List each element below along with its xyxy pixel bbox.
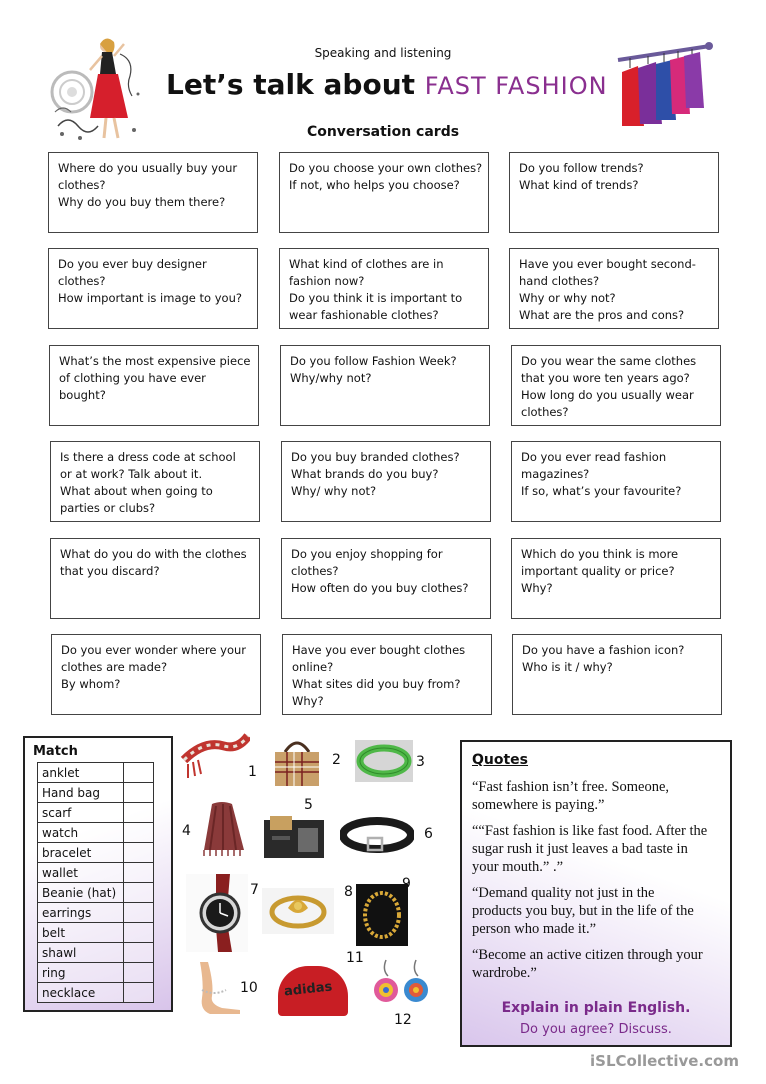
card-line: Why do you buy them there?: [58, 195, 226, 209]
watch-picture: [186, 874, 248, 952]
card-line: If not, who helps you choose?: [289, 178, 460, 192]
anklet-picture: [192, 962, 244, 1014]
card-line: Which do you think is more: [521, 547, 679, 561]
title-accent: FAST FASHION: [424, 72, 608, 100]
card-line: clothes are made?: [61, 660, 168, 674]
conversation-card: [511, 538, 721, 619]
card-line: important quality or price?: [521, 564, 675, 578]
match-row: [38, 963, 154, 983]
conversation-card: [48, 248, 258, 329]
quote-line: “Fast fashion isn’t free. Someone,: [472, 779, 670, 795]
conversation-card: [49, 345, 259, 426]
picture-number: 5: [304, 797, 313, 813]
card-line: Is there a dress code at school: [60, 450, 236, 464]
conversation-card: [51, 634, 261, 715]
picture-number: 11: [346, 950, 364, 966]
conversation-card: [512, 634, 722, 715]
card-line: Why/why not?: [290, 371, 372, 385]
beanie-picture: [278, 966, 348, 1016]
card-line: Why/ why not?: [291, 484, 377, 498]
answer-blank[interactable]: [124, 983, 154, 1003]
match-word: scarf: [38, 803, 124, 823]
card-line: or at work? Talk about it.: [60, 467, 203, 481]
card-line: magazines?: [521, 467, 590, 481]
card-line: If so, what’s your favourite?: [521, 484, 682, 498]
conversation-card: [48, 152, 258, 233]
conversation-card: [50, 441, 260, 522]
card-line: What kind of clothes are in: [289, 257, 444, 271]
card-line: clothes?: [291, 564, 339, 578]
match-word: watch: [38, 823, 124, 843]
quote: [472, 946, 720, 982]
match-row: [38, 823, 154, 843]
card-line: parties or clubs?: [60, 501, 156, 515]
card-line: Do you choose your own clothes?: [289, 161, 483, 175]
answer-blank[interactable]: [124, 923, 154, 943]
belt-picture: [340, 816, 414, 854]
card-line: Do you have a fashion icon?: [522, 643, 685, 657]
match-row: [38, 983, 154, 1003]
card-line: How long do you usually wear: [521, 388, 694, 402]
match-row: [38, 943, 154, 963]
card-line: Do you wear the same clothes: [521, 354, 697, 368]
quote-line: “Demand quality not just in the: [472, 885, 655, 901]
picture-number: 8: [344, 884, 353, 900]
wallet-picture: [262, 814, 326, 862]
quote-line: ““Fast fashion is like fast food. After the: [472, 823, 708, 839]
picture-number: 12: [394, 1012, 412, 1028]
quote-line: person who made it.”: [472, 921, 597, 937]
card-line: Where do you usually buy your: [58, 161, 238, 175]
picture-number: 4: [182, 823, 191, 839]
card-line: What brands do you buy?: [291, 467, 439, 481]
quotes-title: Quotes: [472, 752, 529, 768]
conversation-card: [509, 152, 719, 233]
answer-blank[interactable]: [124, 843, 154, 863]
card-line: that you wore ten years ago?: [521, 371, 690, 385]
card-line: Why or why not?: [519, 291, 616, 305]
necklace-picture: [356, 884, 408, 946]
quote: [472, 822, 720, 876]
card-line: clothes?: [58, 178, 106, 192]
answer-blank[interactable]: [124, 783, 154, 803]
card-line: What are the pros and cons?: [519, 308, 685, 322]
match-title: Match: [33, 744, 78, 759]
quote-line: sugar rush it just leaves a bad taste in: [472, 841, 688, 857]
match-row: [38, 783, 154, 803]
card-line: Do you ever buy designer: [58, 257, 207, 271]
picture-number: 2: [332, 752, 341, 768]
bracelet-picture: [355, 740, 413, 782]
discuss-instruction: Do you agree? Discuss.: [520, 1022, 672, 1037]
picture-number: 10: [240, 980, 258, 996]
card-line: Have you ever bought clothes: [292, 643, 466, 657]
card-line: What about when going to: [60, 484, 213, 498]
page-title: [166, 68, 608, 101]
answer-blank[interactable]: [124, 823, 154, 843]
card-line: What do you do with the clothes: [60, 547, 247, 561]
card-line: hand clothes?: [519, 274, 600, 288]
card-line: Do you think it is important to: [289, 291, 463, 305]
picture-number: 3: [416, 754, 425, 770]
card-line: Who is it / why?: [522, 660, 613, 674]
card-line: Do you follow trends?: [519, 161, 644, 175]
card-line: bought?: [59, 388, 106, 402]
conversation-card: [279, 248, 489, 329]
card-line: What kind of trends?: [519, 178, 639, 192]
match-word: shawl: [38, 943, 124, 963]
card-line: Why?: [521, 581, 553, 595]
picture-number: 1: [248, 764, 257, 780]
card-line: How important is image to you?: [58, 291, 242, 305]
shawl-picture: [194, 800, 252, 858]
card-line: Why?: [292, 694, 324, 708]
title-main: Let’s talk about: [166, 68, 425, 101]
card-line: online?: [292, 660, 334, 674]
card-line: What’s the most expensive piece: [59, 354, 251, 368]
match-row: [38, 803, 154, 823]
conversation-card: [511, 345, 721, 426]
match-row: [38, 863, 154, 883]
answer-blank[interactable]: [124, 863, 154, 883]
conversation-card: [279, 152, 489, 233]
match-table: [37, 762, 154, 1003]
earrings-picture: [370, 956, 434, 1012]
match-row: [38, 763, 154, 783]
scarf-picture: [180, 730, 250, 782]
match-word: ring: [38, 963, 124, 983]
conversation-card: [511, 441, 721, 522]
handbag-picture: [270, 736, 324, 790]
conversation-card: [282, 634, 492, 715]
picture-number: 9: [402, 876, 411, 892]
answer-blank[interactable]: [124, 763, 154, 783]
conversation-card: [280, 345, 490, 426]
card-line: wear fashionable clothes?: [289, 308, 439, 322]
card-line: Do you ever wonder where your: [61, 643, 246, 657]
quote-line: “Become an active citizen through your: [472, 947, 703, 963]
quote: [472, 778, 720, 814]
picture-number: 7: [250, 882, 259, 898]
match-word: Beanie (hat): [38, 883, 124, 903]
match-word: Hand bag: [38, 783, 124, 803]
match-row: [38, 903, 154, 923]
card-line: Do you enjoy shopping for: [291, 547, 443, 561]
match-row: [38, 883, 154, 903]
card-line: of clothing you have ever: [59, 371, 206, 385]
conversation-card: [509, 248, 719, 329]
beanie-logo-text: adidas: [283, 979, 334, 1000]
fashion-woman-illustration: [50, 34, 145, 142]
quote: [472, 884, 720, 938]
card-line: Do you ever read fashion: [521, 450, 667, 464]
card-line: fashion now?: [289, 274, 365, 288]
match-word: belt: [38, 923, 124, 943]
match-word: wallet: [38, 863, 124, 883]
answer-blank[interactable]: [124, 883, 154, 903]
ring-picture: [262, 888, 334, 934]
quote-line: wardrobe.”: [472, 965, 537, 981]
conversation-card: [50, 538, 260, 619]
answer-blank[interactable]: [124, 803, 154, 823]
card-line: clothes?: [58, 274, 106, 288]
clothes-rack-illustration: [612, 38, 716, 134]
answer-blank[interactable]: [124, 963, 154, 983]
answer-blank[interactable]: [124, 903, 154, 923]
match-row: [38, 843, 154, 863]
quotes-panel: [460, 740, 732, 1047]
explain-instruction: Explain in plain English.: [501, 1000, 691, 1016]
card-line: By whom?: [61, 677, 121, 691]
subtitle: Speaking and listening: [314, 46, 452, 60]
cards-heading: Conversation cards: [306, 124, 460, 140]
match-row: [38, 923, 154, 943]
card-line: Do you follow Fashion Week?: [290, 354, 457, 368]
card-line: How often do you buy clothes?: [291, 581, 469, 595]
match-word: anklet: [38, 763, 124, 783]
match-word: bracelet: [38, 843, 124, 863]
match-word: necklace: [38, 983, 124, 1003]
picture-number: 6: [424, 826, 433, 842]
match-word: earrings: [38, 903, 124, 923]
card-line: Do you buy branded clothes?: [291, 450, 460, 464]
card-line: that you discard?: [60, 564, 160, 578]
card-line: What sites did you buy from?: [292, 677, 461, 691]
quote-line: somewhere is paying.”: [472, 797, 605, 813]
conversation-card: [281, 538, 491, 619]
card-line: Have you ever bought second-: [519, 257, 696, 271]
answer-blank[interactable]: [124, 943, 154, 963]
watermark: iSLCollective.com: [590, 1052, 739, 1070]
conversation-card: [281, 441, 491, 522]
quote-line: products you buy, but in the life of the: [472, 903, 694, 919]
quote-line: your mouth.” .”: [472, 859, 564, 875]
card-line: clothes?: [521, 405, 569, 419]
match-exercise: [23, 736, 173, 1012]
